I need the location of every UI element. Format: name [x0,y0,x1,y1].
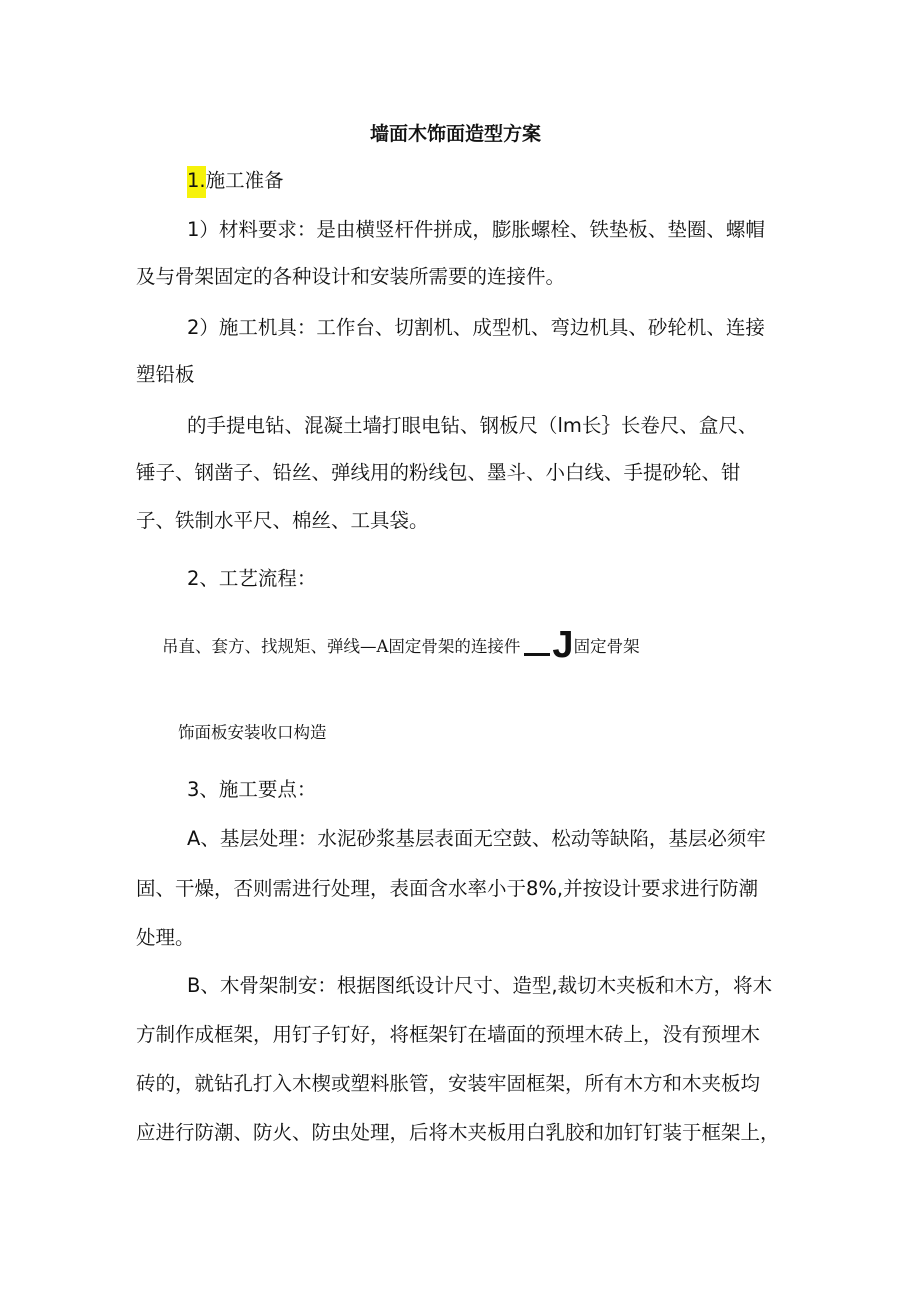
process-flow-line-2: 饰面板安装收口构造 [178,723,327,742]
tools-line-4: 锤子、钢凿子、铅丝、弹线用的粉线包、墨斗、小白线、手提砂轮、钳 [136,461,741,484]
item-b-line-1: B、木骨架制安：根据图纸设计尺寸、造型,裁切木夹板和木方，将木 [187,974,773,997]
section-3-heading: 3、施工要点： [187,778,317,801]
item-b-line-2: 方制作成框架，用钉子钉好，将框架钉在墙面的预埋木砖上，没有预埋木 [136,1023,761,1046]
materials-line-2: 及与骨架固定的各种设计和安装所需要的连接件。 [136,265,566,288]
process-flow-text-2: 固定骨架 [573,637,640,656]
process-flow-text-1: 吊直、套方、找规矩、弹线—A固定骨架的连接件 [162,637,521,656]
item-a-line-2: 固、干燥，否则需进行处理，表面含水率小于8%,并按设计要求进行防潮 [136,877,759,900]
section-1-number-highlight: 1. [187,166,206,198]
materials-line-1: 1）材料要求：是由横竖杆件拼成，膨胀螺栓、铁垫板、垫圈、螺帽 [187,218,765,241]
tools-line-2: 塑铅板 [136,363,195,386]
underline-mark [524,653,550,656]
section-1-title: 施工准备 [205,169,284,192]
item-b-line-3: 砖的，就钻孔打入木楔或塑料胀管，安装牢固框架，所有木方和木夹板均 [136,1072,761,1095]
flow-j-glyph: J [552,624,574,666]
tools-line-3: 的手提电钻、混凝土墙打眼电钻、钢板尺（lm长｝长卷尺、盒尺、 [187,414,758,437]
section-2-heading: 2、工艺流程： [187,567,317,590]
process-flow-line [162,624,640,666]
document-title: 墙面木饰面造型方案 [370,123,542,145]
item-a-line-3: 处理。 [136,926,195,949]
item-a-line-1: A、基层处理：水泥砂浆基层表面无空鼓、松动等缺陷，基层必须牢 [187,827,766,850]
item-b-line-4: 应进行防潮、防火、防虫处理，后将木夹板用白乳胶和加钉钉装于框架上， [136,1121,780,1144]
tools-line-1: 2）施工机具：工作台、切割机、成型机、弯边机具、砂轮机、连接 [187,316,765,339]
section-1-heading [187,166,284,198]
tools-line-5: 子、铁制水平尺、棉丝、工具袋。 [136,509,429,532]
